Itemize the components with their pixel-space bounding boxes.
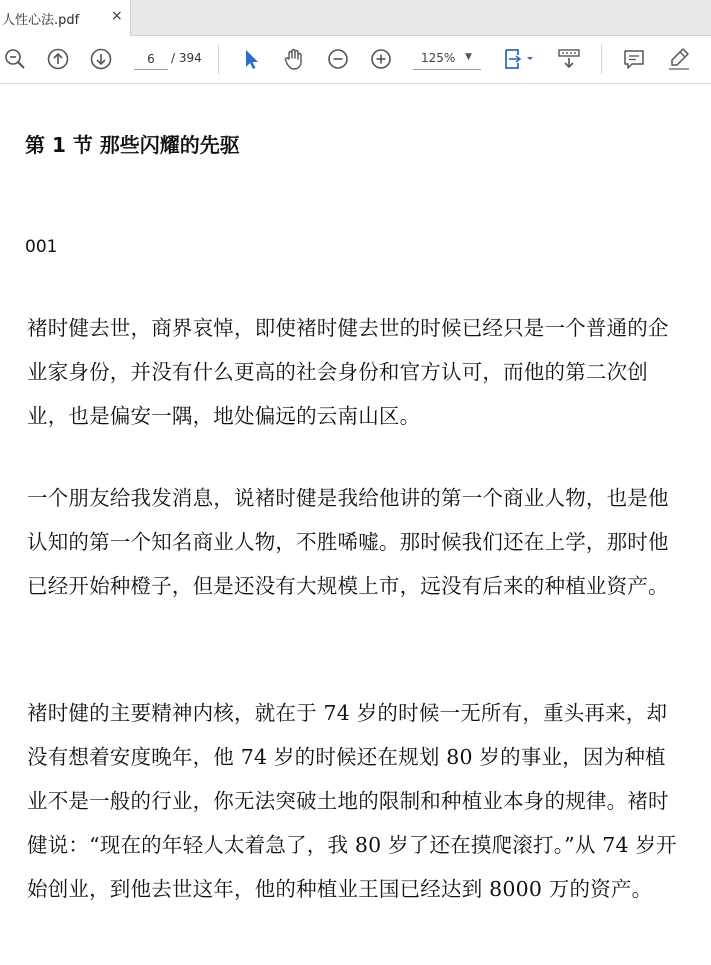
toolbar-divider: [601, 44, 602, 74]
close-icon[interactable]: ×: [111, 8, 123, 24]
arrow-up-circle-icon[interactable]: [45, 46, 71, 72]
document-tab[interactable]: [0, 0, 131, 36]
chevron-down-icon: ▼: [465, 52, 472, 62]
section-heading: 第 1 节 那些闪耀的先驱: [25, 133, 240, 157]
arrow-down-circle-icon[interactable]: [88, 46, 114, 72]
highlight-pen-icon[interactable]: [666, 46, 692, 72]
paragraph: 褚时健的主要精神内核，就在于 74 岁的时候一无所有，重头再来，却没有想着安度晚年，他 74 岁的时候还在规划 80 岁的事业，因为种植业不是一般的行业，你无法突破土地的限制和种植业本身的规律。褚时健说：“现在的年轻人太着急了，我 80 岁了还在摸爬滚打。”从 74 岁开始创业，到他去世这年，他的种植业王国已经达到 8000 万的资产。: [27, 701, 677, 901]
page-total: / 394: [171, 51, 202, 65]
section-number: 001: [25, 237, 58, 257]
document-page: [0, 84, 711, 965]
scroll-mode-icon[interactable]: [556, 46, 582, 72]
page-number-input[interactable]: [134, 49, 168, 70]
paragraph: 一个朋友给我发消息，说褚时健是我给他讲的第一个商业人物，也是他认知的第一个知名商业人物，不胜唏嘘。那时候我们还在上学，那时他已经开始种橙子，但是还没有大规模上市，远没有后来的种植业资产。: [27, 486, 669, 598]
minus-circle-icon[interactable]: [325, 46, 351, 72]
zoom-out-magnifier-icon[interactable]: [2, 46, 28, 72]
toolbar: [0, 36, 711, 84]
cursor-arrow-icon[interactable]: [238, 46, 264, 72]
toolbar-divider: [218, 44, 219, 74]
paragraph: 褚时健去世，商界哀悼，即使褚时健去世的时候已经只是一个普通的企业家身份，并没有什么更高的社会身份和官方认可，而他的第二次创业，也是偏安一隅，地处偏远的云南山区。: [27, 316, 669, 428]
zoom-value: 125%: [421, 51, 456, 65]
fit-page-icon[interactable]: [501, 46, 539, 72]
tab-title: 人性心法.pdf: [2, 13, 80, 28]
hand-icon[interactable]: [281, 46, 307, 72]
tab-bar: [0, 0, 711, 36]
plus-circle-icon[interactable]: [368, 46, 394, 72]
zoom-select[interactable]: [413, 49, 481, 70]
comment-icon[interactable]: [621, 46, 647, 72]
